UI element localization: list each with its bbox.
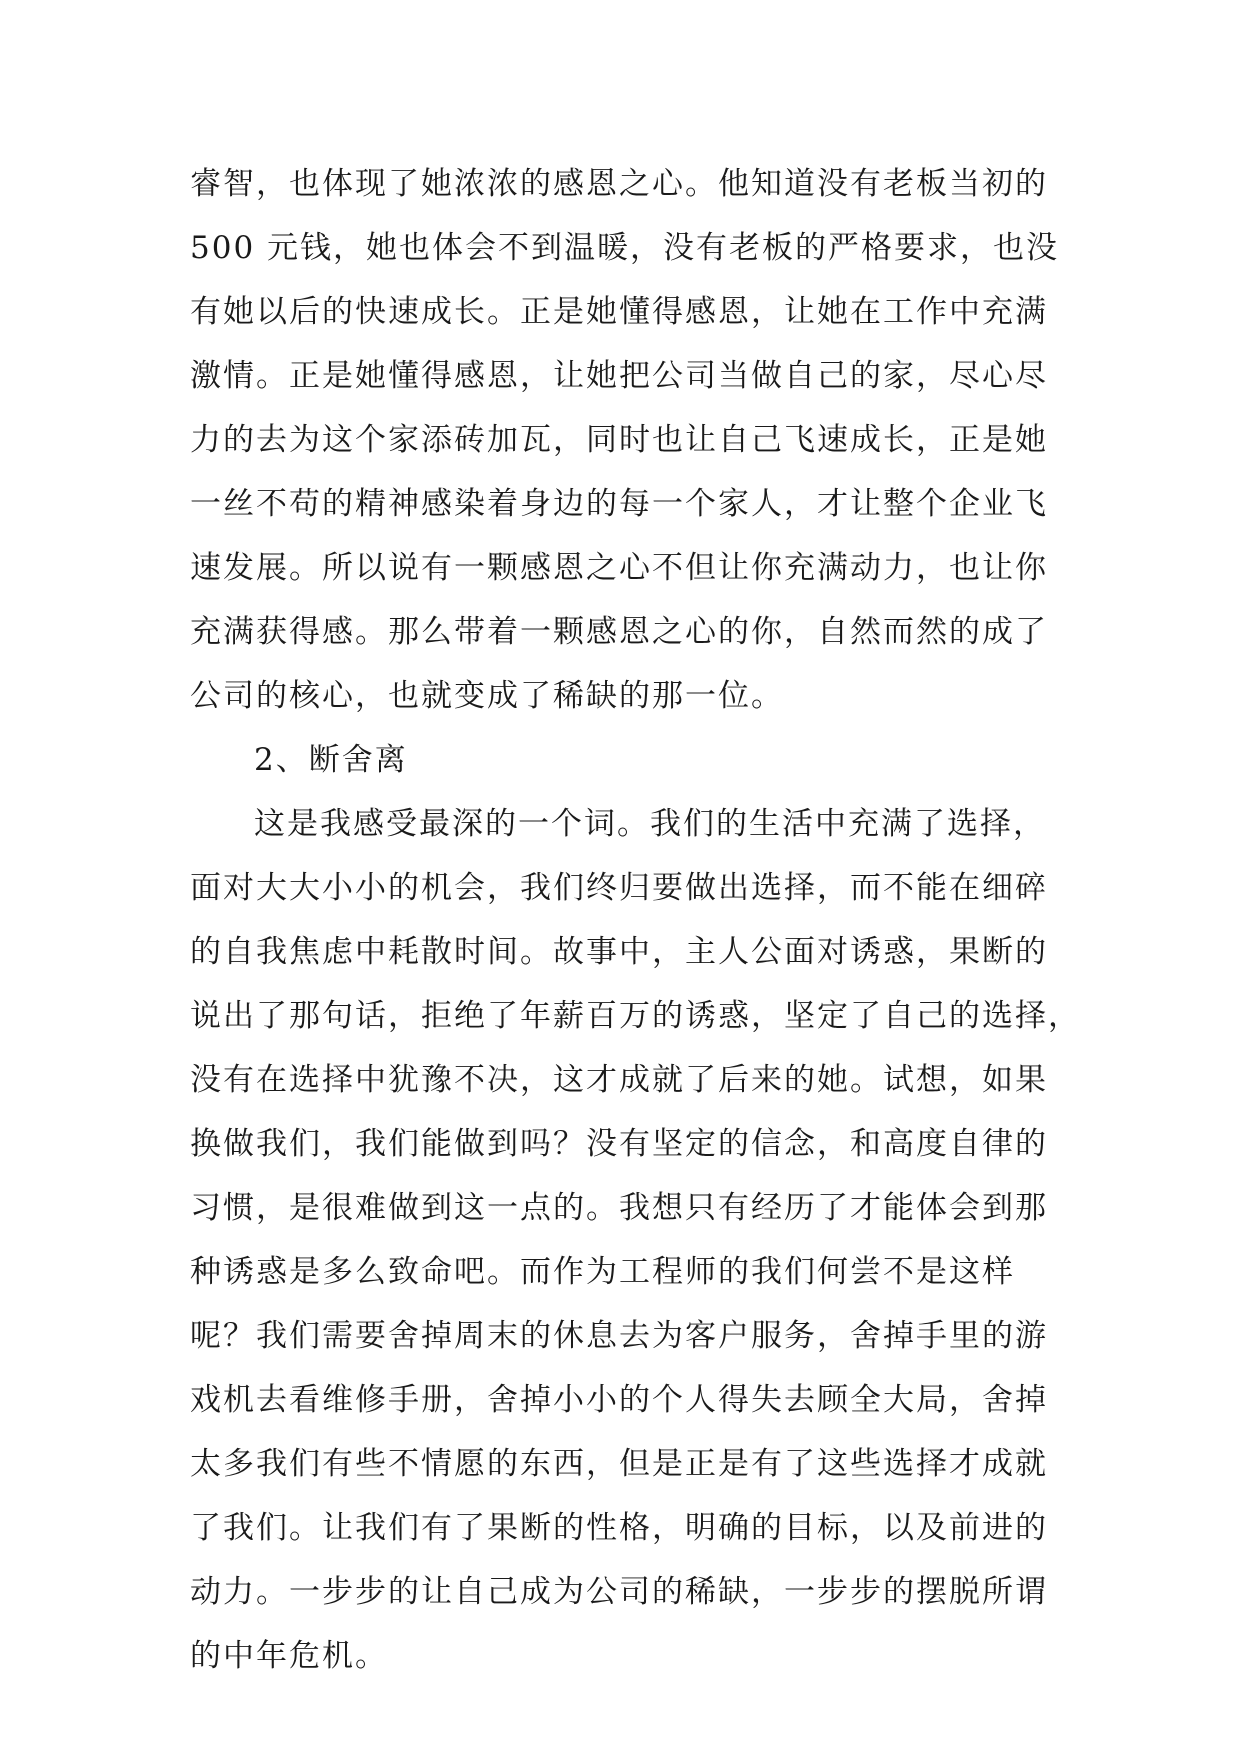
body-text — [190, 152, 1081, 1688]
text-line: 睿智，也体现了她浓浓的感恩之心。他知道没有老板当初的 — [190, 166, 1048, 202]
text-line: 一丝不苟的精神感染着身边的每一个家人，才让整个企业飞 — [190, 486, 1048, 522]
text-line: 充满获得感。那么带着一颗感恩之心的你，自然而然的成了 — [190, 614, 1048, 650]
text-line: 种诱惑是多么致命吧。而作为工程师的我们何尝不是这样 — [190, 1254, 1015, 1290]
text-line: 动力。一步步的让自己成为公司的稀缺，一步步的摆脱所谓 — [190, 1574, 1048, 1610]
text-line: 没有在选择中犹豫不决，这才成就了后来的她。试想，如果 — [190, 1062, 1048, 1098]
text-line: 呢？我们需要舍掉周末的休息去为客户服务，舍掉手里的游 — [190, 1318, 1048, 1354]
text-line: 了我们。让我们有了果断的性格，明确的目标，以及前进的 — [190, 1510, 1048, 1546]
text-line: 公司的核心，也就变成了稀缺的那一位。 — [190, 678, 784, 714]
text-line: 激情。正是她懂得感恩，让她把公司当做自己的家，尽心尽 — [190, 358, 1048, 394]
text-line: 的自我焦虑中耗散时间。故事中，主人公面对诱惑，果断的 — [190, 934, 1048, 970]
text-line: 速发展。所以说有一颗感恩之心不但让你充满动力，也让你 — [190, 550, 1048, 586]
text-line: 有她以后的快速成长。正是她懂得感恩，让她在工作中充满 — [190, 294, 1048, 330]
text-line: 换做我们，我们能做到吗？没有坚定的信念，和高度自律的 — [190, 1126, 1048, 1162]
text-line: 力的去为这个家添砖加瓦，同时也让自己飞速成长，正是她 — [190, 422, 1048, 458]
text-line: 戏机去看维修手册，舍掉小小的个人得失去顾全大局，舍掉 — [190, 1382, 1048, 1418]
text-line: 500 元钱，她也体会不到温暖，没有老板的严格要求，也没 — [190, 230, 1060, 266]
text-line: 习惯，是很难做到这一点的。我想只有经历了才能体会到那 — [190, 1190, 1048, 1226]
text-line: 面对大大小小的机会，我们终归要做出选择，而不能在细碎 — [190, 870, 1048, 906]
text-line: 说出了那句话，拒绝了年薪百万的诱惑，坚定了自己的选择， — [190, 998, 1081, 1034]
text-line: 的中年危机。 — [190, 1638, 388, 1674]
text-line: 2、断舍离 — [254, 742, 408, 778]
text-line: 这是我感受最深的一个词。我们的生活中充满了选择， — [254, 806, 1046, 842]
text-line: 太多我们有些不情愿的东西，但是正是有了这些选择才成就 — [190, 1446, 1048, 1482]
